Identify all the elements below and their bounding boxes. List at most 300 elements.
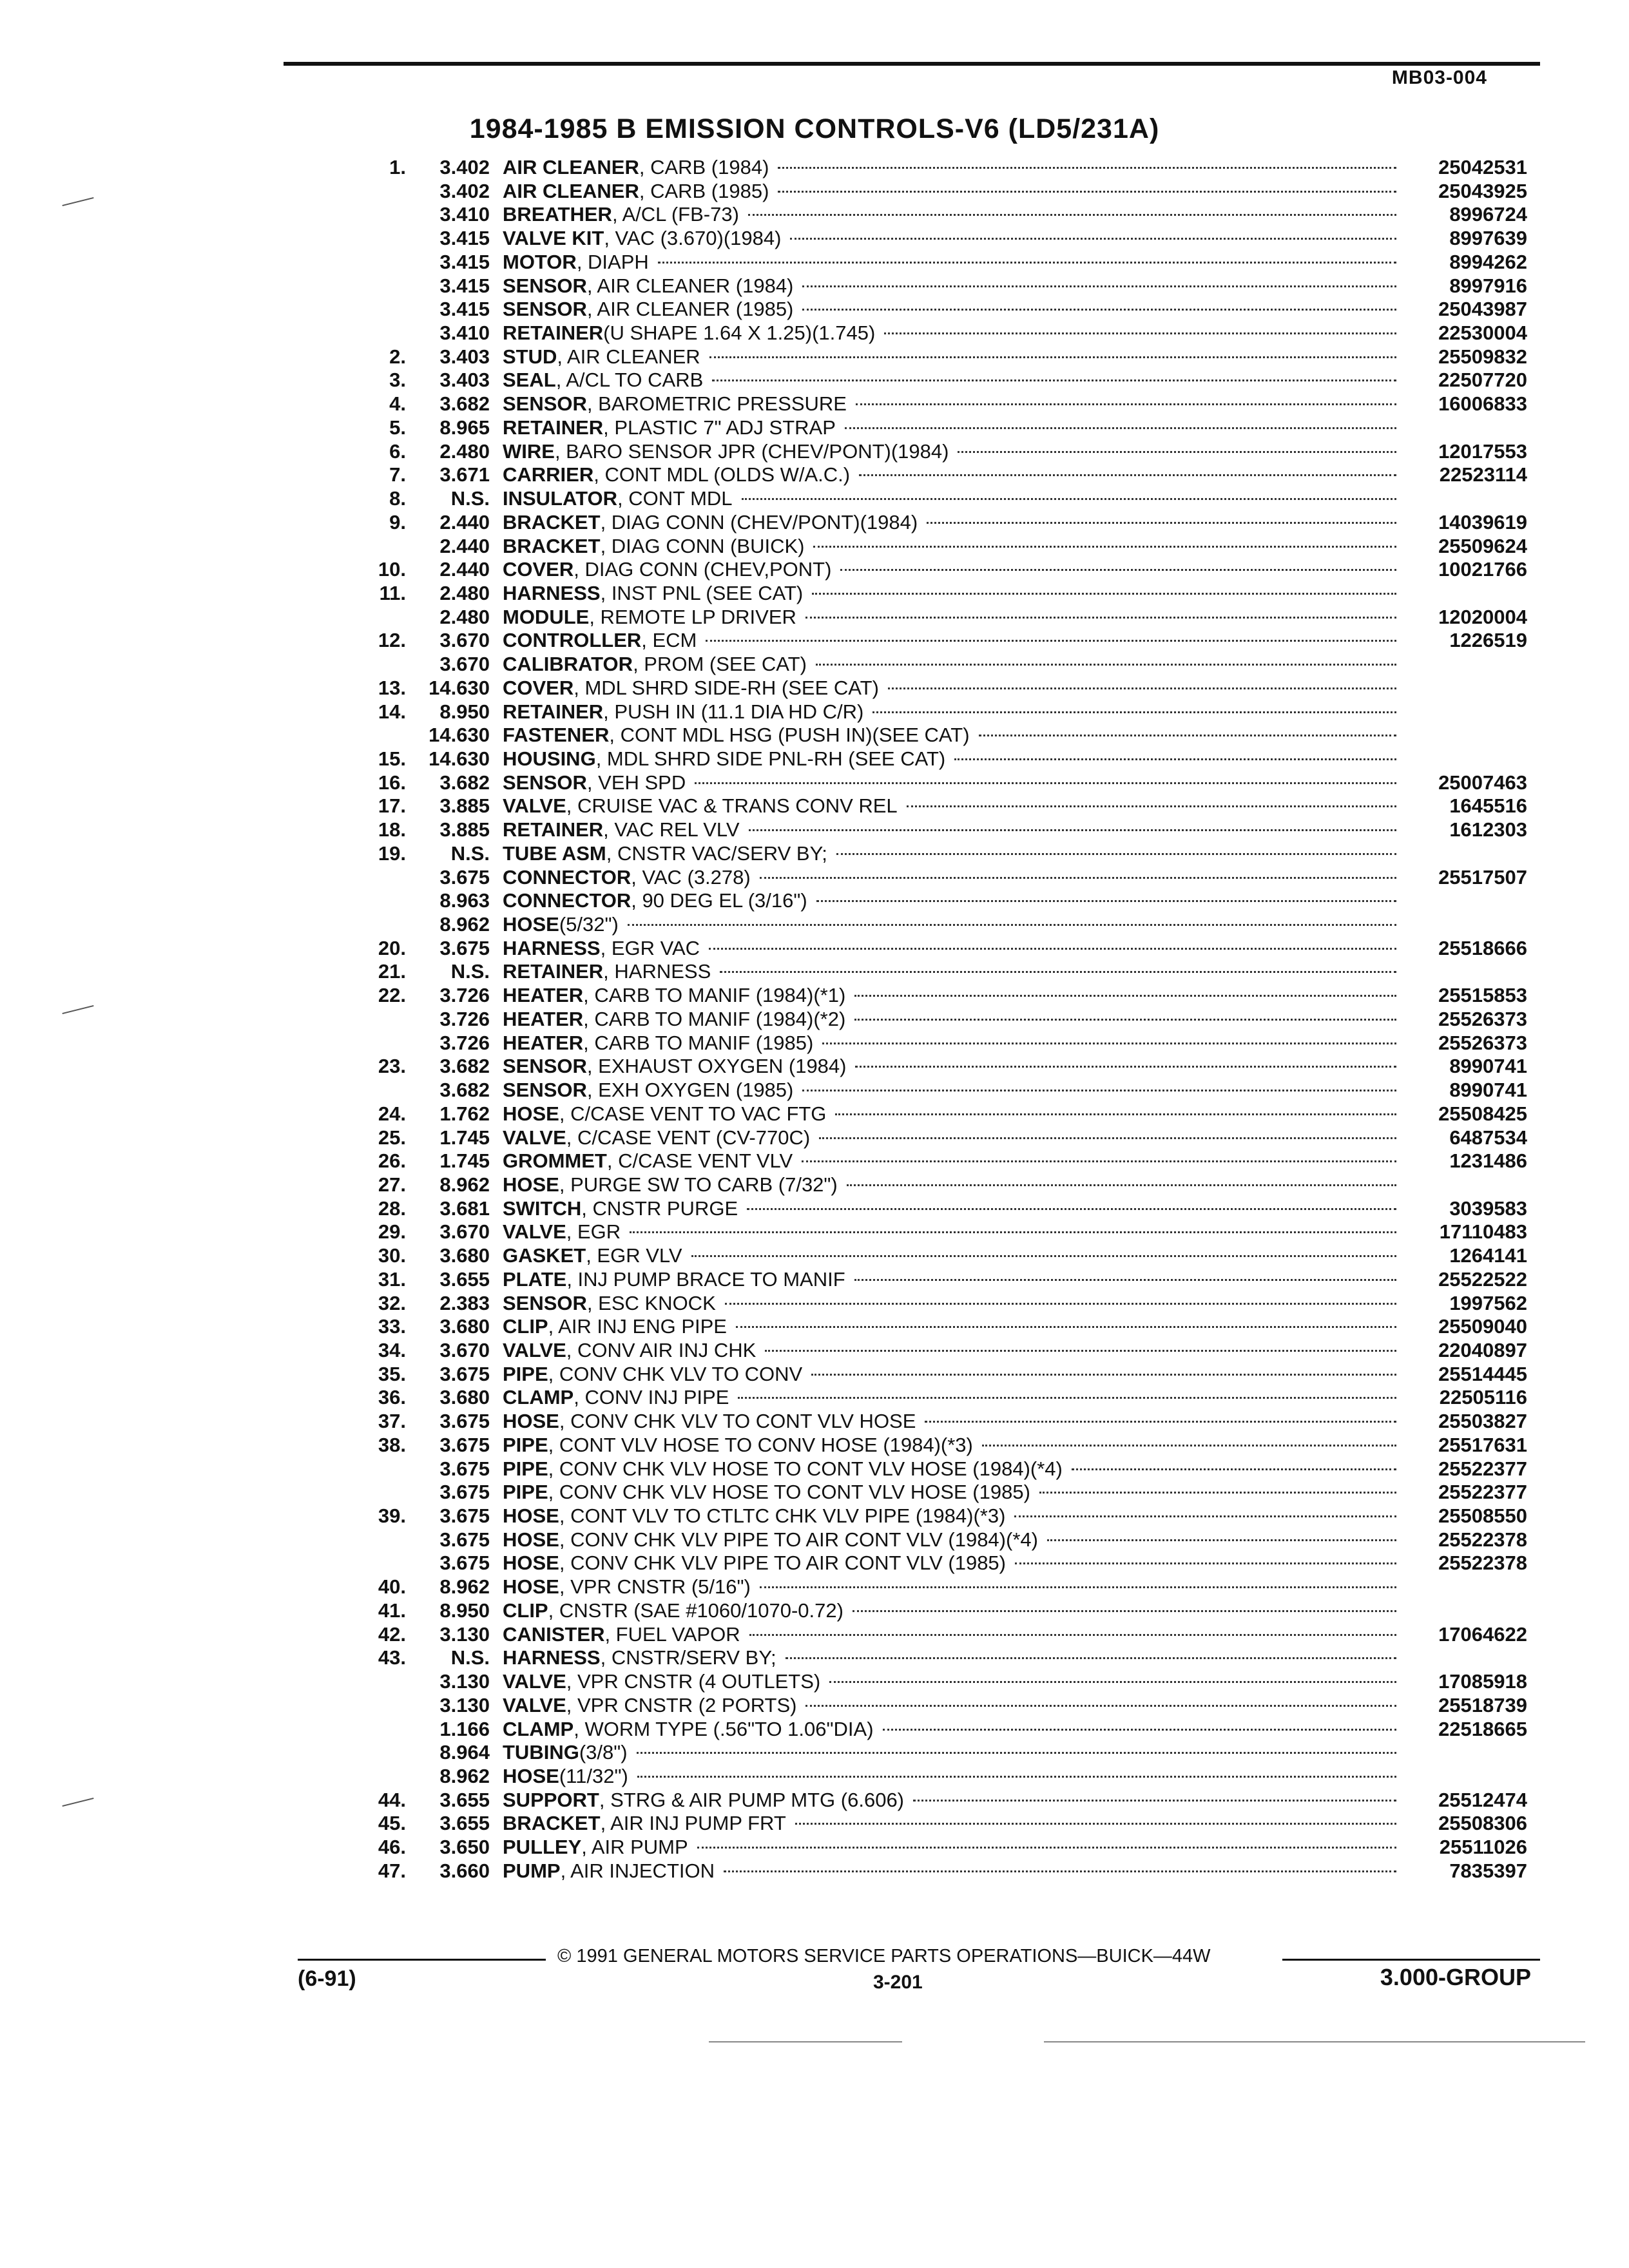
part-detail: , CRUISE VAC & TRANS CONV REL (566, 794, 898, 817)
part-detail: , EGR VLV (586, 1244, 682, 1267)
table-row (0, 1718, 1629, 1741)
part-name: SENSOR (503, 1292, 587, 1314)
part-description (503, 1126, 1400, 1149)
group-number: 3.670 (439, 629, 490, 651)
part-number: 12020004 (1438, 606, 1527, 628)
part-description (503, 463, 1400, 486)
part-number: 22530004 (1438, 322, 1527, 344)
table-row (0, 1528, 1629, 1552)
leader-dots (695, 782, 1396, 784)
part-name: HEATER (503, 1032, 584, 1054)
leader-dots (872, 711, 1396, 713)
leader-dots (760, 877, 1396, 879)
part-name: SENSOR (503, 298, 587, 320)
group-number: 3.415 (439, 274, 490, 297)
part-name: VALVE (503, 1339, 566, 1361)
item-number: 44. (378, 1789, 406, 1811)
table-row (0, 1032, 1629, 1055)
part-description (503, 1670, 1400, 1693)
item-number: 1. (389, 156, 406, 178)
group-number: 8.950 (439, 1599, 490, 1622)
group-number: 3.680 (439, 1386, 490, 1408)
group-number: 3.726 (439, 984, 490, 1006)
part-detail: , STRG & AIR PUMP MTG (6.606) (599, 1789, 905, 1811)
part-description (503, 960, 1400, 983)
table-row (0, 392, 1629, 416)
part-number: 25512474 (1438, 1789, 1527, 1811)
leader-dots (630, 1231, 1396, 1233)
leader-dots (738, 1397, 1396, 1399)
part-number: 25007463 (1438, 771, 1527, 794)
leader-dots (845, 427, 1396, 429)
part-name: GASKET (503, 1244, 586, 1267)
part-number: 22523114 (1439, 463, 1527, 486)
group-number: 2.440 (439, 511, 490, 533)
part-description (503, 1149, 1400, 1173)
part-description (503, 1268, 1400, 1291)
item-number: 37. (378, 1410, 406, 1432)
group-number: 1.745 (439, 1126, 490, 1149)
part-number: 25517507 (1438, 866, 1527, 889)
item-number: 35. (378, 1363, 406, 1385)
part-detail: , BAROMETRIC PRESSURE (586, 392, 847, 415)
item-number: 39. (378, 1504, 406, 1527)
table-row (0, 1646, 1629, 1669)
group-number: 3.675 (439, 1434, 490, 1456)
table-row (0, 606, 1629, 629)
footer-rule-left (298, 1959, 546, 1961)
group-number: 3.681 (439, 1197, 490, 1220)
group-number: 3.675 (439, 1363, 490, 1385)
leader-dots (795, 1823, 1396, 1825)
leader-dots (854, 1019, 1396, 1021)
part-description (503, 511, 1400, 534)
table-row (0, 227, 1629, 250)
part-detail: , AIR INJ PUMP FRT (600, 1812, 786, 1834)
table-row (0, 1008, 1629, 1031)
group-number: 3.655 (439, 1812, 490, 1834)
part-description (503, 1315, 1400, 1338)
part-description (503, 1197, 1400, 1220)
part-description (503, 1623, 1400, 1646)
group-number: 3.130 (439, 1623, 490, 1646)
part-detail: , CARB (1985) (639, 180, 769, 202)
scan-artifact (709, 2041, 902, 2042)
part-description (503, 1789, 1400, 1812)
part-description (503, 416, 1400, 439)
part-detail: , CARB TO MANIF (1984)(*2) (583, 1008, 846, 1030)
part-name: RETAINER (503, 960, 604, 983)
item-number: 46. (378, 1836, 406, 1858)
table-row (0, 1220, 1629, 1244)
group-number: N.S. (450, 1646, 490, 1669)
part-description (503, 1694, 1400, 1717)
group-number: 2.440 (439, 535, 490, 557)
part-name: PULLEY (503, 1836, 582, 1858)
group-number: 3.415 (439, 298, 490, 320)
group-number: 3.675 (439, 1528, 490, 1551)
group-number: 3.655 (439, 1268, 490, 1291)
leader-dots (706, 640, 1396, 642)
part-detail: , CONV CHK VLV PIPE TO AIR CONT VLV (1984)(*4) (559, 1528, 1038, 1551)
part-description (503, 487, 1400, 510)
item-number: 21. (378, 960, 406, 983)
part-description (503, 298, 1400, 321)
part-number: 25508425 (1438, 1102, 1527, 1125)
table-row (0, 535, 1629, 558)
part-number: 25508306 (1438, 1812, 1527, 1834)
part-name: PIPE (503, 1481, 548, 1503)
part-name: RETAINER (503, 818, 604, 841)
leader-dots (888, 687, 1396, 689)
leader-dots (802, 1090, 1396, 1091)
leader-dots (778, 167, 1396, 169)
part-detail: , C/CASE VENT (CV-770C) (566, 1126, 811, 1149)
item-number: 31. (378, 1268, 406, 1291)
leader-dots (749, 1634, 1396, 1636)
item-number: 32. (378, 1292, 406, 1314)
group-number: 3.402 (439, 180, 490, 202)
table-row (0, 677, 1629, 700)
part-number: 25043987 (1438, 298, 1527, 320)
part-number: 25518739 (1438, 1694, 1527, 1716)
leader-dots (805, 1705, 1396, 1707)
footer-page-number: 3-201 (873, 1972, 923, 1993)
part-name: HOSE (503, 1765, 559, 1787)
part-number: 8994262 (1449, 251, 1527, 273)
group-number: 3.675 (439, 1481, 490, 1503)
group-number: 3.675 (439, 1457, 490, 1480)
part-name: CONNECTOR (503, 866, 631, 889)
table-row (0, 700, 1629, 724)
table-row (0, 1599, 1629, 1622)
group-number: 3.130 (439, 1694, 490, 1716)
part-name: VALVE (503, 1670, 566, 1693)
table-row (0, 1481, 1629, 1504)
table-row (0, 180, 1629, 203)
item-number: 13. (378, 677, 406, 699)
part-detail: , REMOTE LP DRIVER (589, 606, 796, 628)
part-detail: , BARO SENSOR JPR (CHEV/PONT)(1984) (554, 440, 949, 463)
leader-dots (747, 1208, 1396, 1210)
leader-dots (847, 1184, 1396, 1186)
part-name: TUBING (503, 1741, 579, 1763)
part-number: 3039583 (1449, 1197, 1527, 1220)
group-number: 3.671 (439, 463, 490, 486)
part-detail: (11/32") (559, 1765, 628, 1787)
item-number: 27. (378, 1173, 406, 1196)
part-name: CLIP (503, 1315, 548, 1338)
part-number: 25526373 (1438, 1032, 1527, 1054)
part-number: 1997562 (1449, 1292, 1527, 1314)
leader-dots (812, 593, 1396, 595)
group-number: 3.680 (439, 1315, 490, 1338)
part-detail: , FUEL VAPOR (604, 1623, 740, 1646)
group-number: 3.410 (439, 203, 490, 226)
part-detail: , CNSTR PURGE (581, 1197, 738, 1220)
table-row (0, 1386, 1629, 1409)
footer-group: 3.000-GROUP (1380, 1964, 1531, 1990)
part-name: SENSOR (503, 1079, 587, 1101)
part-name: VALVE (503, 794, 566, 817)
part-name: PIPE (503, 1363, 548, 1385)
leader-dots (691, 1255, 1397, 1257)
part-detail: , VAC REL VLV (603, 818, 740, 841)
part-name: RETAINER (503, 322, 604, 344)
part-number: 25522377 (1438, 1457, 1527, 1480)
part-name: PIPE (503, 1434, 548, 1456)
group-number: 8.962 (439, 1765, 490, 1787)
part-detail: , AIR CLEANER (557, 345, 700, 368)
item-number: 36. (378, 1386, 406, 1408)
part-number: 1645516 (1449, 794, 1527, 817)
leader-dots (884, 332, 1396, 334)
group-number: 8.964 (439, 1741, 490, 1763)
part-name: SENSOR (503, 771, 587, 794)
part-detail: , CONT MDL (617, 487, 733, 510)
part-name: AIR CLEANER (503, 156, 639, 178)
part-detail: , ECM (641, 629, 697, 651)
part-detail: , DIAG CONN (CHEV,PONT) (574, 558, 832, 581)
part-description (503, 913, 1400, 936)
leader-dots (958, 451, 1396, 453)
group-number: 3.402 (439, 156, 490, 178)
part-name: AIR CLEANER (503, 180, 639, 202)
part-description (503, 653, 1400, 676)
group-number: 3.415 (439, 251, 490, 273)
part-detail: (3/8") (579, 1741, 628, 1763)
leader-dots (748, 214, 1396, 216)
leader-dots (913, 1800, 1396, 1802)
group-number: 3.675 (439, 866, 490, 889)
table-row (0, 558, 1629, 581)
part-name: BRACKET (503, 1812, 601, 1834)
table-row (0, 1079, 1629, 1102)
part-description (503, 842, 1400, 865)
part-name: BRACKET (503, 511, 601, 533)
part-number: 7835397 (1449, 1860, 1527, 1882)
leader-dots (836, 853, 1396, 855)
group-number: 8.950 (439, 700, 490, 723)
group-number: 3.670 (439, 1220, 490, 1243)
part-detail: , DIAG CONN (BUICK) (600, 535, 805, 557)
item-number: 5. (389, 416, 406, 439)
part-number: 25518666 (1438, 937, 1527, 959)
part-number: 25517631 (1438, 1434, 1527, 1456)
group-number: 1.762 (439, 1102, 490, 1125)
part-number: 25503827 (1438, 1410, 1527, 1432)
part-name: WIRE (503, 440, 555, 463)
table-row (0, 1126, 1629, 1149)
part-description (503, 1244, 1400, 1267)
part-detail: , AIR INJ ENG PIPE (548, 1315, 727, 1338)
leader-dots (816, 900, 1396, 902)
part-description (503, 1102, 1400, 1126)
part-description (503, 369, 1400, 392)
page-title: 1984-1985 B EMISSION CONTROLS-V6 (LD5/231A) (469, 113, 1160, 144)
table-row (0, 842, 1629, 865)
leader-dots (720, 971, 1396, 973)
group-number: 3.403 (439, 369, 490, 391)
table-row (0, 1860, 1629, 1883)
part-number: 25042531 (1438, 156, 1527, 178)
part-description (503, 1292, 1400, 1315)
group-number: 8.965 (439, 416, 490, 439)
part-detail: , VEH SPD (586, 771, 686, 794)
part-detail: , PURGE SW TO CARB (7/32") (559, 1173, 838, 1196)
leader-dots (786, 1657, 1396, 1659)
part-detail: , EGR VAC (600, 937, 700, 959)
leader-dots (760, 1586, 1396, 1588)
part-name: VALVE KIT (503, 227, 604, 249)
leader-dots (725, 1303, 1396, 1305)
part-number: 25509832 (1438, 345, 1527, 368)
group-number: 3.885 (439, 794, 490, 817)
leader-dots (816, 664, 1396, 666)
part-detail: , 90 DEG EL (3/16") (631, 889, 807, 912)
group-number: 3.670 (439, 1339, 490, 1361)
part-number: 8996724 (1449, 203, 1527, 226)
part-number: 8997916 (1449, 274, 1527, 297)
group-number: 3.682 (439, 1055, 490, 1077)
table-row (0, 1670, 1629, 1693)
part-name: CLAMP (503, 1718, 574, 1740)
table-row (0, 274, 1629, 298)
part-number: 8990741 (1449, 1055, 1527, 1077)
part-description (503, 1765, 1400, 1788)
leader-dots (954, 758, 1396, 760)
part-description (503, 227, 1400, 250)
part-description (503, 1339, 1400, 1362)
part-number: 25509624 (1438, 535, 1527, 557)
part-description (503, 984, 1400, 1007)
group-number: 3.655 (439, 1789, 490, 1811)
part-number: 25522377 (1438, 1481, 1527, 1503)
table-row (0, 251, 1629, 274)
group-number: 3.660 (439, 1860, 490, 1882)
part-name: HEATER (503, 1008, 584, 1030)
leader-dots (813, 546, 1396, 548)
table-row (0, 1268, 1629, 1291)
part-name: CLIP (503, 1599, 548, 1622)
group-number: 3.885 (439, 818, 490, 841)
item-number: 41. (378, 1599, 406, 1622)
part-description (503, 558, 1400, 581)
part-detail: , DIAPH (576, 251, 649, 273)
part-name: MOTOR (503, 251, 577, 273)
table-row (0, 984, 1629, 1007)
part-description (503, 1741, 1400, 1764)
group-number: 3.680 (439, 1244, 490, 1267)
item-number: 20. (378, 937, 406, 959)
leader-dots (927, 522, 1396, 524)
group-number: 3.726 (439, 1032, 490, 1054)
part-name: SUPPORT (503, 1789, 599, 1811)
item-number: 38. (378, 1434, 406, 1456)
leader-dots (742, 498, 1396, 500)
part-detail: , CONT VLV HOSE TO CONV HOSE (1984)(*3) (548, 1434, 973, 1456)
leader-dots (859, 474, 1396, 476)
group-number: 3.675 (439, 937, 490, 959)
item-number: 2. (389, 345, 406, 368)
part-number: 8990741 (1449, 1079, 1527, 1101)
part-name: VALVE (503, 1126, 566, 1149)
item-number: 34. (378, 1339, 406, 1361)
group-number: 3.675 (439, 1504, 490, 1527)
item-number: 9. (389, 511, 406, 533)
part-description (503, 700, 1400, 724)
group-number: 2.440 (439, 558, 490, 581)
part-name: CONNECTOR (503, 889, 631, 912)
part-detail: , C/CASE VENT TO VAC FTG (559, 1102, 827, 1125)
table-row (0, 818, 1629, 841)
table-row (0, 1197, 1629, 1220)
part-number: 16006833 (1438, 392, 1527, 415)
table-row (0, 1623, 1629, 1646)
part-description (503, 1481, 1400, 1504)
item-number: 6. (389, 440, 406, 463)
leader-dots (835, 1113, 1396, 1115)
item-number: 17. (378, 794, 406, 817)
footer-rule-right (1282, 1959, 1540, 1961)
part-description (503, 1386, 1400, 1409)
leader-dots (883, 1729, 1396, 1731)
leader-dots (637, 1776, 1396, 1778)
leader-dots (853, 1610, 1396, 1612)
part-description (503, 724, 1400, 747)
item-number: 12. (378, 629, 406, 651)
part-number: 25526373 (1438, 1008, 1527, 1030)
group-number: 3.130 (439, 1670, 490, 1693)
part-number: 10021766 (1438, 558, 1527, 581)
item-number: 45. (378, 1812, 406, 1834)
part-detail: , PLASTIC 7" ADJ STRAP (603, 416, 836, 439)
part-name: GROMMET (503, 1149, 607, 1172)
part-number: 25514445 (1438, 1363, 1527, 1385)
leader-dots (854, 1279, 1396, 1281)
part-description (503, 156, 1400, 179)
part-detail: , CNSTR VAC/SERV BY; (606, 842, 827, 865)
leader-dots (907, 805, 1396, 807)
part-name: MODULE (503, 606, 590, 628)
table-row (0, 156, 1629, 179)
item-number: 28. (378, 1197, 406, 1220)
group-number: N.S. (450, 487, 490, 510)
part-name: COVER (503, 558, 574, 581)
leader-dots (778, 191, 1396, 193)
part-description (503, 440, 1400, 463)
group-number: 3.726 (439, 1008, 490, 1030)
item-number: 10. (378, 558, 406, 581)
part-number: 22518665 (1438, 1718, 1527, 1740)
part-description (503, 866, 1400, 889)
part-description (503, 1718, 1400, 1741)
part-number: 25522378 (1438, 1528, 1527, 1551)
leader-dots (765, 1350, 1396, 1352)
table-row (0, 1552, 1629, 1575)
table-row (0, 960, 1629, 983)
part-description (503, 1032, 1400, 1055)
part-detail: , HARNESS (603, 960, 711, 983)
item-number: 18. (378, 818, 406, 841)
part-description (503, 818, 1400, 841)
part-detail: , A/CL (FB-73) (612, 203, 739, 226)
leader-dots (925, 1421, 1396, 1423)
part-description (503, 1504, 1400, 1528)
part-number: 12017553 (1438, 440, 1527, 463)
part-number: 22040897 (1438, 1339, 1527, 1361)
leader-dots (1014, 1515, 1396, 1517)
